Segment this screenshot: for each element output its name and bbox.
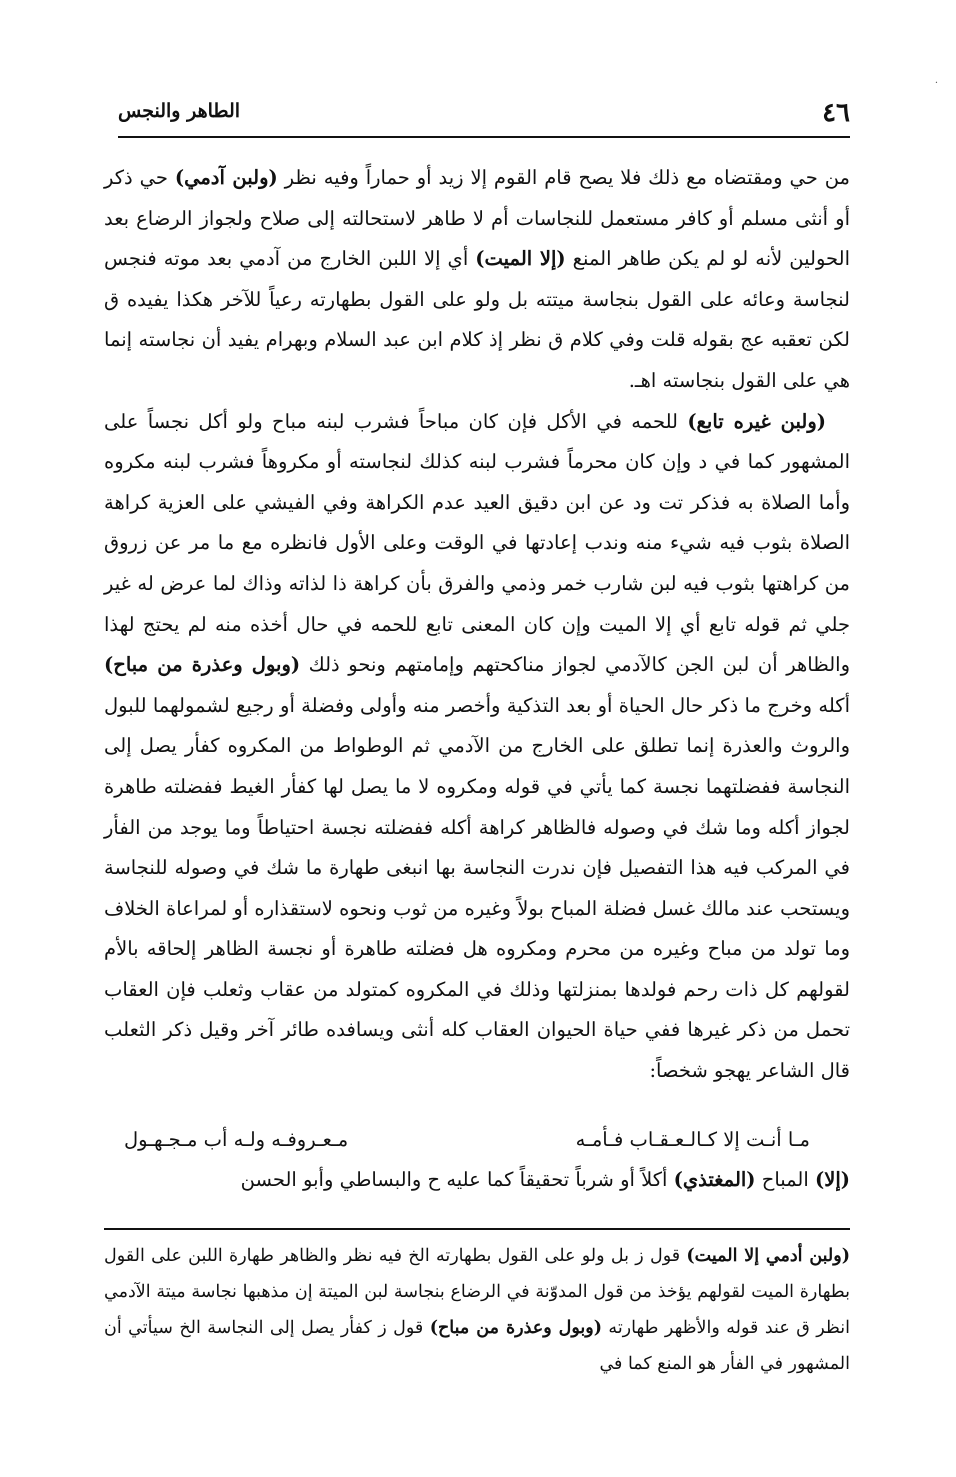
lemma-bold: (ولبن غيره تابع): [687, 409, 826, 433]
footnotes: [104, 1238, 850, 1382]
text-span: من حي ومقتضاه مع ذلك فلا يصح قام القوم إلا زيد أو حماراً وفيه نظر: [277, 166, 850, 189]
lemma-bold: (وبول وعذرة من مباح): [429, 1318, 602, 1338]
text-span: أي إلا اللبن الخارج من آدمي بعد موته فنجس لنجاسة وعائه على القول بنجاسة ميتته بل ولو على القول بطهارته رعياً للآخر هكذا يفيده ق لكن تعقبه عج بقوله قلت وفي كلام ق نظر إذ كلام ابن عبد السلام وبهرام يفيد أن نجاسته إنما هي على القول بنجاسته اهـ.: [104, 247, 850, 392]
text-span: قول ز بل ولو على القول بطهارته الخ فيه نظر والظاهر طهارة اللبن على القول بطهارة الميت لقولهم يؤخذ من قول المدوّنة في الرضاع بنجاسة لبن الميتة إن مذهبها نجاسة ميتة الآدمي انظر ق عند قوله والأظهر طهارته: [104, 1246, 850, 1338]
text-span: للحمه في الأكل فإن كان مباحاً فشرب لبنه مباح ولو أكل نجساً على المشهور كما في د وإن كان محرماً فشرب لبنه كذلك لنجاسته أو مكروهاً فشرب لبنه مكروه وأما الصلاة به فذكر تت ود عن ابن دقيق العيد عدم الكراهة وفي الفيشي على العزية كراهة الصلاة بثوب فيه شيء منه وندب إعادتها في الوقت وعلى الأول فانظره مع ما مر عن زروق من كراهتها بثوب فيه لبن شارب خمر وذمي والفرق بأن كراهة ذا لذاته وذاك لما عرض له غير جلي ثم قوله تابع أي إلا الميت وإن كان المعنى تابع للحمه في حال أخذه منه لم يحتج لهذا والظاهر أن لبن الجن كالآدمي لجواز مناكحتهم وإمامتهم ونحو ذلك: [104, 409, 850, 677]
text-span: أكلاً أو شرباً تحقيقاً كما عليه ح والبساطي وأبو الحسن: [240, 1168, 674, 1191]
page-number: ٤٦: [812, 98, 850, 128]
main-text: [104, 158, 850, 1092]
lemma-bold: (إلا الميت): [475, 247, 566, 271]
footnote-paragraph: [104, 1238, 850, 1382]
footnote-divider: [104, 1228, 850, 1230]
text-span: المباح: [755, 1168, 815, 1191]
paragraph-1: [104, 158, 850, 402]
lemma-bold: (وبول وعذرة من مباح): [104, 653, 301, 677]
paragraph-3: [104, 1160, 850, 1200]
lemma-bold: (إلا): [815, 1168, 850, 1191]
text-span: أكله وخرج ما ذكر حال الحياة أو بعد التذكية وأخصر منه وأولى وفضلة أو رجيع لشمولهما للبول والروث والعذرة إنما تطلق على الخارج من الآدمي ثم الوطواط من المكروه كفأر يصل إلى النجاسة ففضلتهما نجسة كما يأتي في قوله ومكروه لا ما يصل لها كفأر الغيط ففضلته طاهرة لجواز أكله وما شك في وصوله فالظاهر كراهة أكله ففضلته نجسة احتياطاً وما يوجد من الفأر في المركب فيه هذا التفصيل فإن ندرت النجاسة بها انبغى طهارة ما شك في وصوله للنجاسة ويستحب عند مالك غسل فضلة المباح بولاً وغيره من ثوب ونحوه لاستقذاره أو لمراعاة الخلاف وما تولد من مباح وغيره من محرم ومكروه هل فضلته طاهرة أو نجسة الظاهر إلحاقه بالأم لقولهم كل ذات رحم فولدها بمنزلتها وذلك في المكروه كمتولد من عقاب وثعلب فإن العقاب تحمل من ذكر غيرها ففي حياة الحيوان العقاب كله أنثى ويسافده طائر آخر وقيل ذكر الثعلب قال الشاعر يهجو شخصاً:: [104, 693, 850, 1083]
running-title: الطاهر والنجس: [118, 100, 250, 122]
verse-first-hemistich: مـا أنـت إلا كـالـعـقـاب فـأمـه: [575, 1128, 810, 1151]
lemma-bold: (ولبن أدمي إلا الميت): [686, 1246, 850, 1266]
running-header: [118, 96, 850, 138]
lemma-bold: (المغتذي): [673, 1168, 756, 1191]
verse-second-hemistich: مـعـروفـه ولـه أب مـجـهـول: [124, 1128, 349, 1151]
poetry-verse: [104, 1120, 850, 1160]
lemma-bold: (ولبن آدمي): [174, 166, 278, 189]
text-span: قول ز كفأر يصل إلى النجاسة الخ سيأتي أن المشهور في الفأر هو المنع كما في: [104, 1318, 850, 1374]
paragraph-2: [104, 402, 850, 1092]
text-span: حي ذكر أو أنثى مسلم أو كافر مستعمل للنجاسات أم لا طاهر لاستحالته إلى صلاح ولجواز الرضاع بعد الحولين لأنه لو لم يكن طاهر المنع: [104, 166, 850, 271]
corner-mark: ·: [934, 78, 938, 89]
